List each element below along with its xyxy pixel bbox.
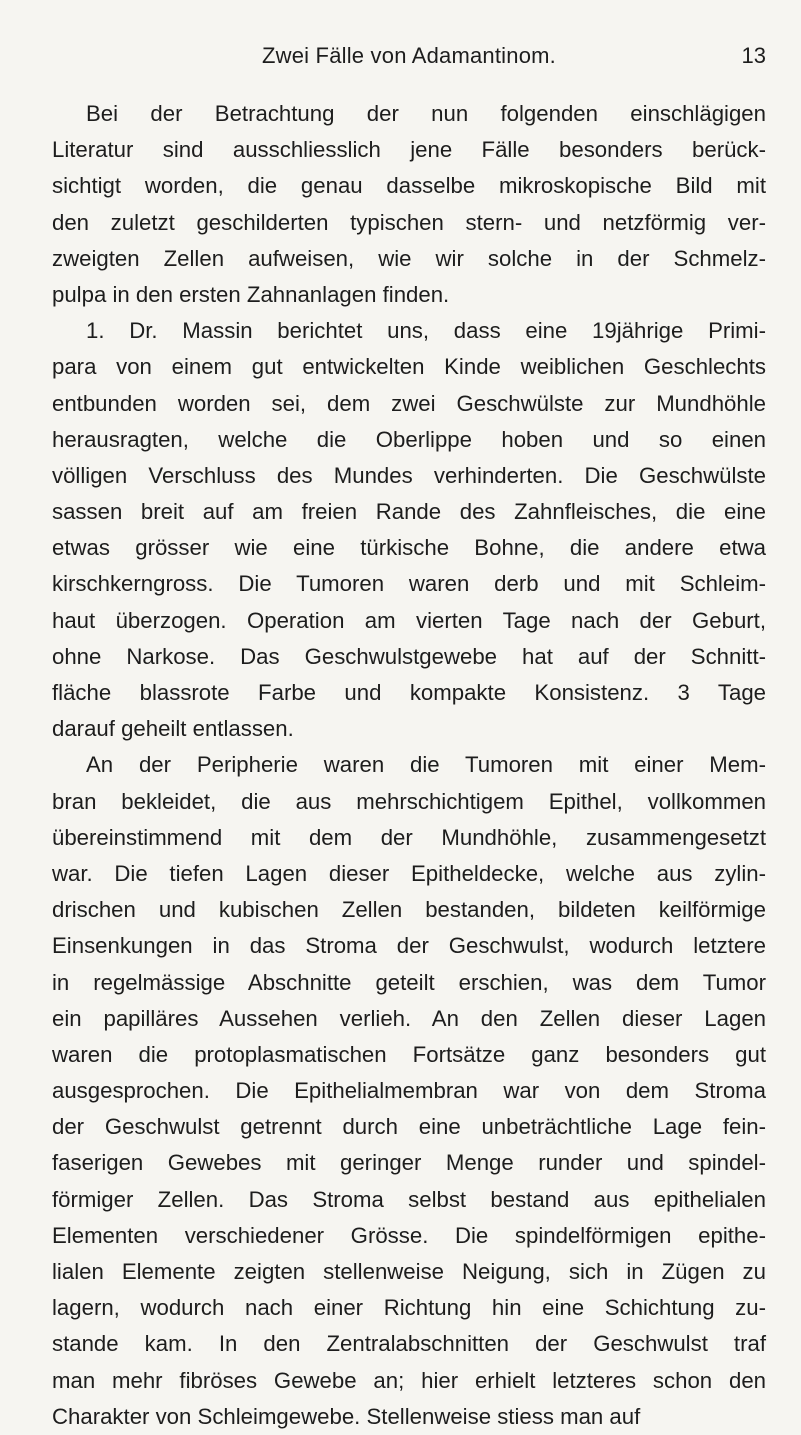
text-line: lagern, wodurch nach einer Richtung hin eine Schichtung zu- [52, 1295, 766, 1321]
running-header [52, 40, 766, 80]
text-line: pulpa in den ersten Zahnanlagen finden. [52, 281, 450, 307]
text-line: man mehr fibröses Gewebe an; hier erhielt letzteres schon den [52, 1367, 766, 1393]
text-line: übereinstimmend mit dem der Mundhöhle, zusammengesetzt [52, 824, 766, 850]
text-line: lialen Elemente zeigten stellenweise Neigung, sich in Zügen zu [52, 1259, 766, 1284]
text-line: den zuletzt geschilderten typischen stern- und netzförmig ver- [52, 209, 766, 235]
text-line: sichtigt worden, die genau dasselbe mikroskopische Bild mit [52, 173, 766, 199]
text-line: ausgesprochen. Die Epithelialmembran war von dem Stroma [52, 1078, 766, 1104]
text-line: völligen Verschluss des Mundes verhinderten. Die Geschwülste [52, 462, 766, 488]
text-line: Elementen verschiedener Grösse. Die spindelförmigen epithe- [52, 1222, 766, 1248]
text-line: Bei der Betrachtung der nun folgenden einschlägigen [86, 101, 766, 126]
text-line: 1. Dr. Massin berichtet uns, dass eine 19jährige Primi- [86, 318, 766, 344]
text-line: waren die protoplasmatischen Fortsätze ganz besonders gut [52, 1041, 766, 1067]
text-line: Charakter von Schleimgewebe. Stellenweise stiess man auf [52, 1403, 641, 1429]
text-line: zweigten Zellen aufweisen, wie wir solche in der Schmelz- [52, 245, 766, 271]
text-line: ein papilläres Aussehen verlieh. An den Zellen dieser Lagen [52, 1005, 766, 1031]
text-line: etwas grösser wie eine türkische Bohne, die andere etwa [52, 535, 766, 561]
text-line: fläche blassrote Farbe und kompakte Konsistenz. 3 Tage [52, 680, 766, 705]
text-line: bran bekleidet, die aus mehrschichtigem Epithel, vollkommen [52, 788, 766, 814]
text-line: para von einem gut entwickelten Kinde weiblichen Geschlechts [52, 354, 766, 380]
text-line: An der Peripherie waren die Tumoren mit einer Mem- [86, 752, 766, 778]
text-line: Literatur sind ausschliesslich jene Fälle besonders berück- [52, 137, 766, 163]
text-line: drischen und kubischen Zellen bestanden, bildeten keilförmige [52, 897, 766, 923]
text-line: förmiger Zellen. Das Stroma selbst bestand aus epithelialen [52, 1186, 766, 1212]
body-text [52, 96, 766, 1435]
text-line: stande kam. In den Zentralabschnitten der Geschwulst traf [52, 1331, 766, 1357]
text-line: entbunden worden sei, dem zwei Geschwülste zur Mundhöhle [52, 390, 766, 416]
text-line: darauf geheilt entlassen. [52, 716, 294, 742]
running-title: Zwei Fälle von Adamantinom. [262, 43, 556, 68]
text-line: kirschkerngross. Die Tumoren waren derb und mit Schleim- [52, 571, 766, 597]
text-line: der Geschwulst getrennt durch eine unbeträchtliche Lage fein- [52, 1114, 766, 1140]
page-number: 13 [741, 43, 766, 68]
text-line: ohne Narkose. Das Geschwulstgewebe hat auf der Schnitt- [52, 643, 766, 669]
text-line: Einsenkungen in das Stroma der Geschwulst, wodurch letztere [52, 933, 766, 959]
text-line: faserigen Gewebes mit geringer Menge runder und spindel- [52, 1150, 766, 1176]
text-line: sassen breit auf am freien Rande des Zahnfleisches, die eine [52, 499, 766, 525]
text-line: war. Die tiefen Lagen dieser Epitheldecke, welche aus zylin- [52, 860, 766, 886]
text-line: haut überzogen. Operation am vierten Tage nach der Geburt, [52, 607, 766, 633]
text-line: in regelmässige Abschnitte geteilt erschien, was dem Tumor [52, 969, 766, 995]
text-line: herausragten, welche die Oberlippe hoben und so einen [52, 426, 766, 452]
